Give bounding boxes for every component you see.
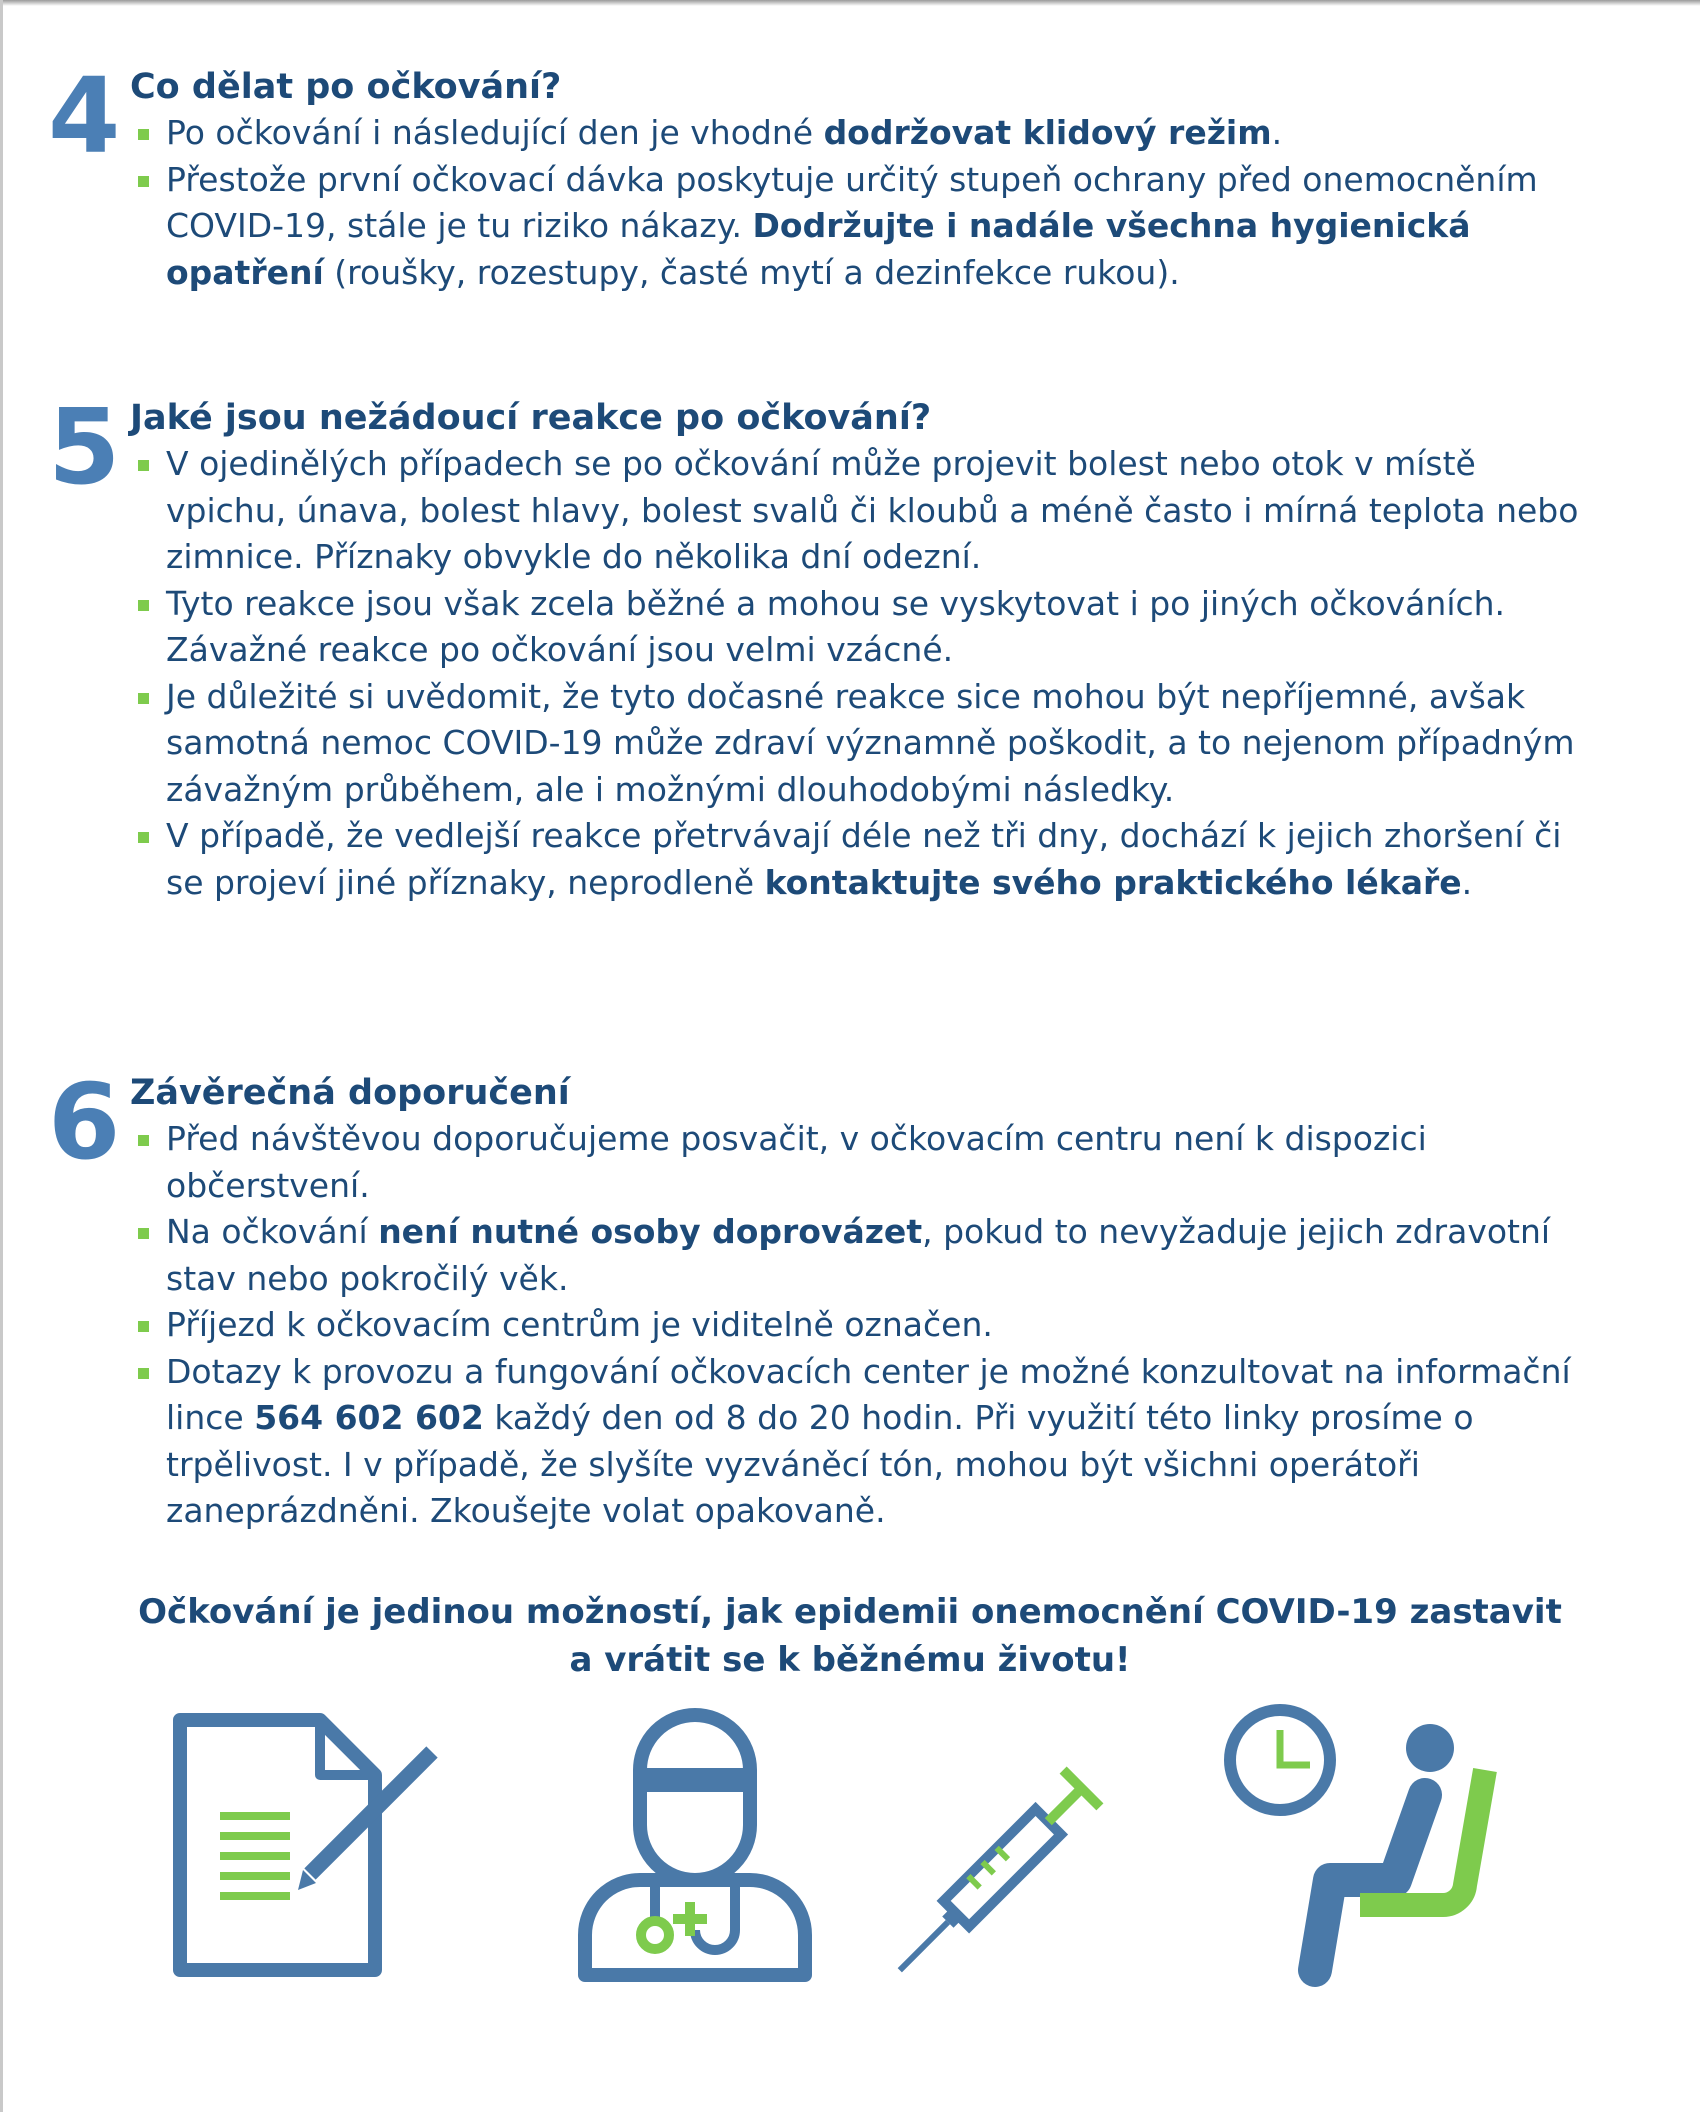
bullet-text: Dotazy k provozu a fungování očkovacích center je možné konzultovat na informační lince [166, 1351, 1571, 1437]
bullet-marker [138, 693, 149, 704]
bullet-marker [138, 176, 149, 187]
bullet-item [130, 813, 1580, 906]
icon-row [0, 1700, 1700, 2000]
waiting-room-icon [1220, 1700, 1520, 2000]
bullet-item [130, 1302, 1580, 1349]
section-number: 6 [48, 1061, 121, 1183]
bullet-marker [138, 1368, 149, 1379]
section-number: 5 [48, 386, 121, 508]
bullet-item [130, 1209, 1580, 1302]
section-title: Jaké jsou nežádoucí reakce po očkování? [130, 398, 932, 438]
bullet-text: Před návštěvou doporučujeme posvačit, v očkovacím centru není k dispozici občerstvení. [166, 1119, 1427, 1205]
bullet-item [130, 1349, 1580, 1535]
bullet-marker [138, 1321, 149, 1332]
doctor-icon [545, 1700, 845, 2000]
bullet-item [130, 1116, 1580, 1209]
bullet-text-bold: 564 602 602 [254, 1398, 484, 1437]
bullet-list [130, 1116, 1580, 1535]
section-title: Co dělat po očkování? [130, 67, 562, 107]
closing-line-1: Očkování je jedinou možností, jak epidemii onemocnění COVID-19 zastavit [138, 1592, 1562, 1632]
bullet-marker [138, 1135, 149, 1146]
bullet-marker [138, 1228, 149, 1239]
bullet-item [130, 441, 1580, 581]
bullet-text: Po očkování i následující den je vhodné [166, 113, 824, 152]
bullet-text: Přestože první očkovací dávka poskytuje určitý stupeň ochrany před onemocněním COVID-19, stále je tu riziko nákazy. [166, 159, 1538, 245]
bullet-text: , pokud to nevyžaduje jejich zdravotní stav nebo pokročilý věk. [166, 1212, 1551, 1298]
closing-line-2: a vrátit se k běžnému životu! [569, 1640, 1131, 1680]
bullet-item [130, 674, 1580, 814]
bullet-text: Na očkování [166, 1212, 379, 1251]
syringe-icon [870, 1700, 1170, 2000]
bullet-text: V případě, že vedlejší reakce přetrvávají déle než tři dny, dochází k jejich zhoršení či se projeví jiné příznaky, neprodleně [166, 816, 1562, 902]
bullet-text-bold: dodržovat klidový režim [823, 113, 1272, 152]
bullet-marker [138, 460, 149, 471]
bullet-text: Příjezd k očkovacím centrům je viditelně označen. [166, 1305, 993, 1344]
bullet-marker [138, 600, 149, 611]
section-number: 4 [48, 55, 121, 177]
bullet-text: . [1271, 113, 1283, 152]
bullet-item [130, 581, 1580, 674]
bullet-text: každý den od 8 do 20 hodin. Při využití této linky prosíme o trpělivost. I v případě, že slyšíte vyzváněcí tón, mohou být všichni operátoři zaneprázdněni. Zkoušejte volat opakovaně. [166, 1398, 1474, 1530]
bullet-text-bold: kontaktujte svého praktického lékaře [764, 862, 1462, 902]
bullet-item [130, 157, 1580, 297]
bullet-text-bold: Dodržujte i nadále všechna hygienická opatření [166, 206, 1471, 292]
bullet-marker [138, 129, 149, 140]
bullet-text: V ojedinělých případech se po očkování může projevit bolest nebo otok v místě vpichu, únava, bolest hlavy, bolest svalů či kloubů a méně často i mírná teplota nebo zimnice. Příznaky obvykle do několika dní odezní. [166, 444, 1579, 576]
bullet-text-bold: není nutné osoby doprovázet [378, 1212, 923, 1251]
document-sign-icon [160, 1700, 460, 2000]
bullet-text: (roušky, rozestupy, časté mytí a dezinfekce rukou). [323, 252, 1180, 292]
section-title: Závěrečná doporučení [130, 1073, 570, 1113]
bullet-text: Je důležité si uvědomit, že tyto dočasné reakce sice mohou být nepříjemné, avšak samotná nemoc COVID-19 může zdraví významně poškodit, a to nejenom případným závažným průběhem, ale i možnými dlouhodobými následky. [166, 676, 1575, 809]
bullet-marker [138, 832, 149, 843]
bullet-item [130, 110, 1580, 157]
bullet-list [130, 441, 1580, 906]
scan-edge [0, 0, 1700, 6]
bullet-text: . [1461, 862, 1473, 902]
bullet-list [130, 110, 1580, 296]
closing-message [60, 1588, 1640, 1684]
bullet-text: Tyto reakce jsou však zcela běžné a mohou se vyskytovat i po jiných očkováních. Závažné reakce po očkování jsou velmi vzácné. [166, 583, 1506, 669]
